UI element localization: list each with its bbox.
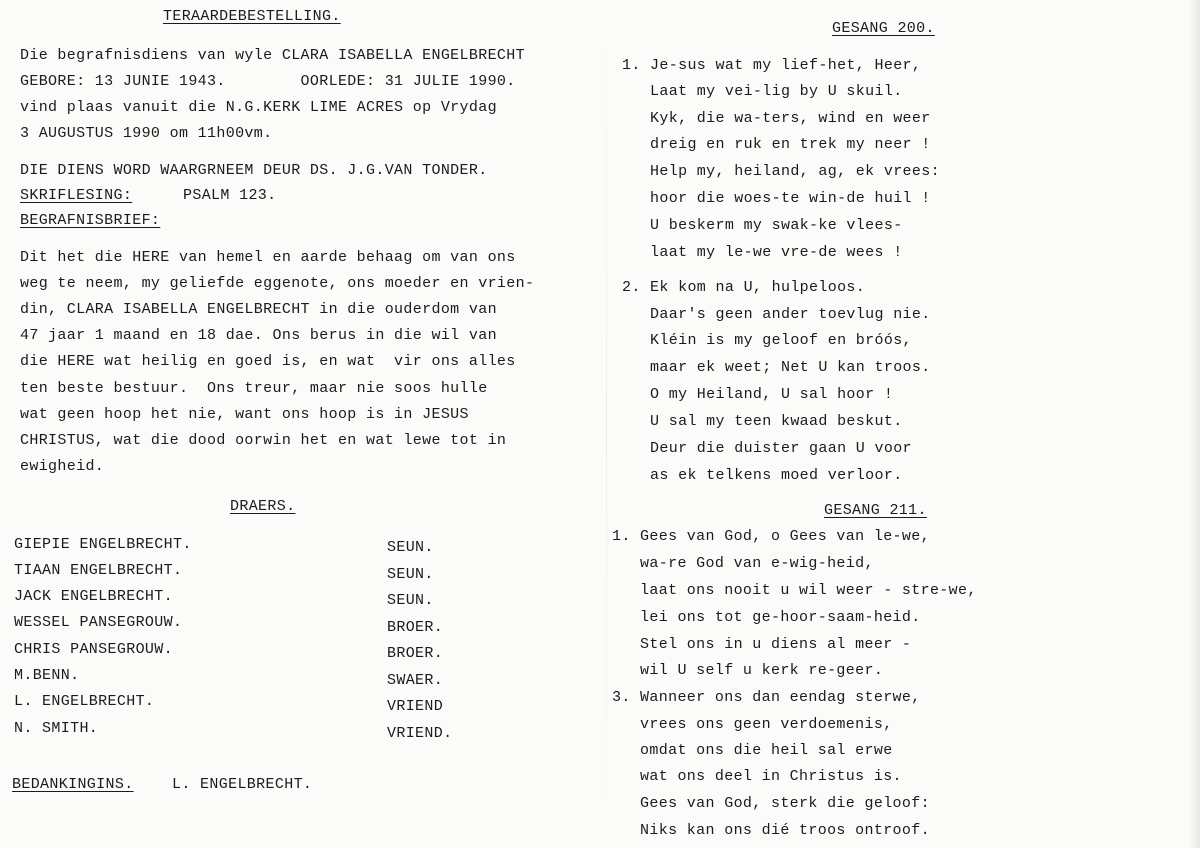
bearer-relation: SEUN. <box>387 539 434 556</box>
bearer-relation: SEUN. <box>387 566 434 583</box>
bearer-relation: SEUN. <box>387 592 434 609</box>
bearer-name: GIEPIE ENGELBRECHT. <box>14 536 192 553</box>
hymn-line: omdat ons die heil sal erwe <box>612 742 893 759</box>
hymn-line: Stel ons in u diens al meer - <box>612 636 912 653</box>
hymn-line: Help my, heiland, ag, ek vrees: <box>622 163 940 180</box>
hymn-line: wa-re God van e-wig-heid, <box>612 555 874 572</box>
hymn-line: vrees ons geen verdoemenis, <box>612 716 893 733</box>
intro-line: 3 AUGUSTUS 1990 om 11h00vm. <box>20 125 273 142</box>
bearer-relation: VRIEND. <box>387 725 453 742</box>
letter-label: BEGRAFNISBRIEF: <box>20 212 161 229</box>
letter-line: din, CLARA ISABELLA ENGELBRECHT in die ouderdom van <box>20 301 497 318</box>
letter-line: die HERE wat heilig en goed is, en wat vir ons alles <box>20 353 516 370</box>
hymn-line: U beskerm my swak-ke vlees- <box>622 217 903 234</box>
hymn-line: O my Heiland, U sal hoor ! <box>622 386 894 403</box>
thanks-value: L. ENGELBRECHT. <box>172 776 313 793</box>
hymn-line: Laat my vei-lig by U skuil. <box>622 83 903 100</box>
hymn-line: 1. Gees van God, o Gees van le-we, <box>612 528 930 545</box>
bearers-heading: DRAERS. <box>230 498 296 515</box>
hymn-line: laat ons nooit u wil weer - stre-we, <box>612 582 977 599</box>
hymn-line: Kyk, die wa-ters, wind en weer <box>622 110 931 127</box>
hymn-line: hoor die woes-te win-de huil ! <box>622 190 931 207</box>
letter-line: CHRISTUS, wat die dood oorwin het en wat lewe tot in <box>20 432 507 449</box>
hymn-line: lei ons tot ge-hoor-saam-heid. <box>612 609 921 626</box>
hymn-line: 1. Je-sus wat my lief-het, Heer, <box>622 57 922 74</box>
minister-line: DIE DIENS WORD WAARGRNEEM DEUR DS. J.G.VAN TONDER. <box>20 162 488 179</box>
bearer-name: CHRIS PANSEGROUW. <box>14 641 173 658</box>
bearer-name: TIAAN ENGELBRECHT. <box>14 562 183 579</box>
letter-line: Dit het die HERE van hemel en aarde behaag om van ons <box>20 249 516 266</box>
letter-line: weg te neem, my geliefde eggenote, ons moeder en vrien- <box>20 275 535 292</box>
thanks-label: BEDANKINGINS. <box>12 776 134 793</box>
hymn-line: wil U self u kerk re-geer. <box>612 662 884 679</box>
letter-line: ewigheid. <box>20 458 105 475</box>
hymn-line: Daar's geen ander toevlug nie. <box>622 306 931 323</box>
bearer-relation: VRIEND <box>387 698 444 715</box>
burial-heading: TERAARDEBESTELLING. <box>163 8 341 25</box>
hymn-line: as ek telkens moed verloor. <box>622 467 903 484</box>
letter-line: ten beste bestuur. Ons treur, maar nie soos hulle <box>20 380 488 397</box>
hymn-line: 3. Wanneer ons dan eendag sterwe, <box>612 689 921 706</box>
hymn-line: 2. Ek kom na U, hulpeloos. <box>622 279 866 296</box>
hymn-line: U sal my teen kwaad beskut. <box>622 413 903 430</box>
bearer-relation: SWAER. <box>387 672 444 689</box>
hymn-211-heading: GESANG 211. <box>824 502 927 519</box>
bearer-name: WESSEL PANSEGROUW. <box>14 614 183 631</box>
bearer-name: L. ENGELBRECHT. <box>14 693 155 710</box>
intro-line: Die begrafnisdiens van wyle CLARA ISABELLA ENGELBRECHT <box>20 47 525 64</box>
intro-line: GEBORE: 13 JUNIE 1943. OORLEDE: 31 JULIE 1990. <box>20 73 516 90</box>
reading-value: PSALM 123. <box>183 187 277 204</box>
hymn-line: Kléin is my geloof en bróós, <box>622 332 912 349</box>
bearer-relation: BROER. <box>387 645 444 662</box>
hymn-line: laat my le-we vre-de wees ! <box>622 244 903 261</box>
letter-line: wat geen hoop het nie, want ons hoop is in JESUS <box>20 406 469 423</box>
hymn-line: Gees van God, sterk die geloof: <box>612 795 930 812</box>
intro-line: vind plaas vanuit die N.G.KERK LIME ACRES op Vrydag <box>20 99 497 116</box>
bearer-relation: BROER. <box>387 619 444 636</box>
page-fold <box>606 0 607 848</box>
bearer-name: M.BENN. <box>14 667 80 684</box>
hymn-line: dreig en ruk en trek my neer ! <box>622 136 931 153</box>
letter-line: 47 jaar 1 maand en 18 dae. Ons berus in die wil van <box>20 327 497 344</box>
hymn-line: Niks kan ons dié troos ontroof. <box>612 822 930 839</box>
bearer-name: JACK ENGELBRECHT. <box>14 588 173 605</box>
page-edge-shadow <box>1188 0 1200 848</box>
reading-label: SKRIFLESING: <box>20 187 133 204</box>
hymn-200-heading: GESANG 200. <box>832 20 935 37</box>
bearer-name: N. SMITH. <box>14 720 99 737</box>
hymn-line: wat ons deel in Christus is. <box>612 768 902 785</box>
hymn-line: Deur die duister gaan U voor <box>622 440 912 457</box>
hymn-line: maar ek weet; Net U kan troos. <box>622 359 931 376</box>
